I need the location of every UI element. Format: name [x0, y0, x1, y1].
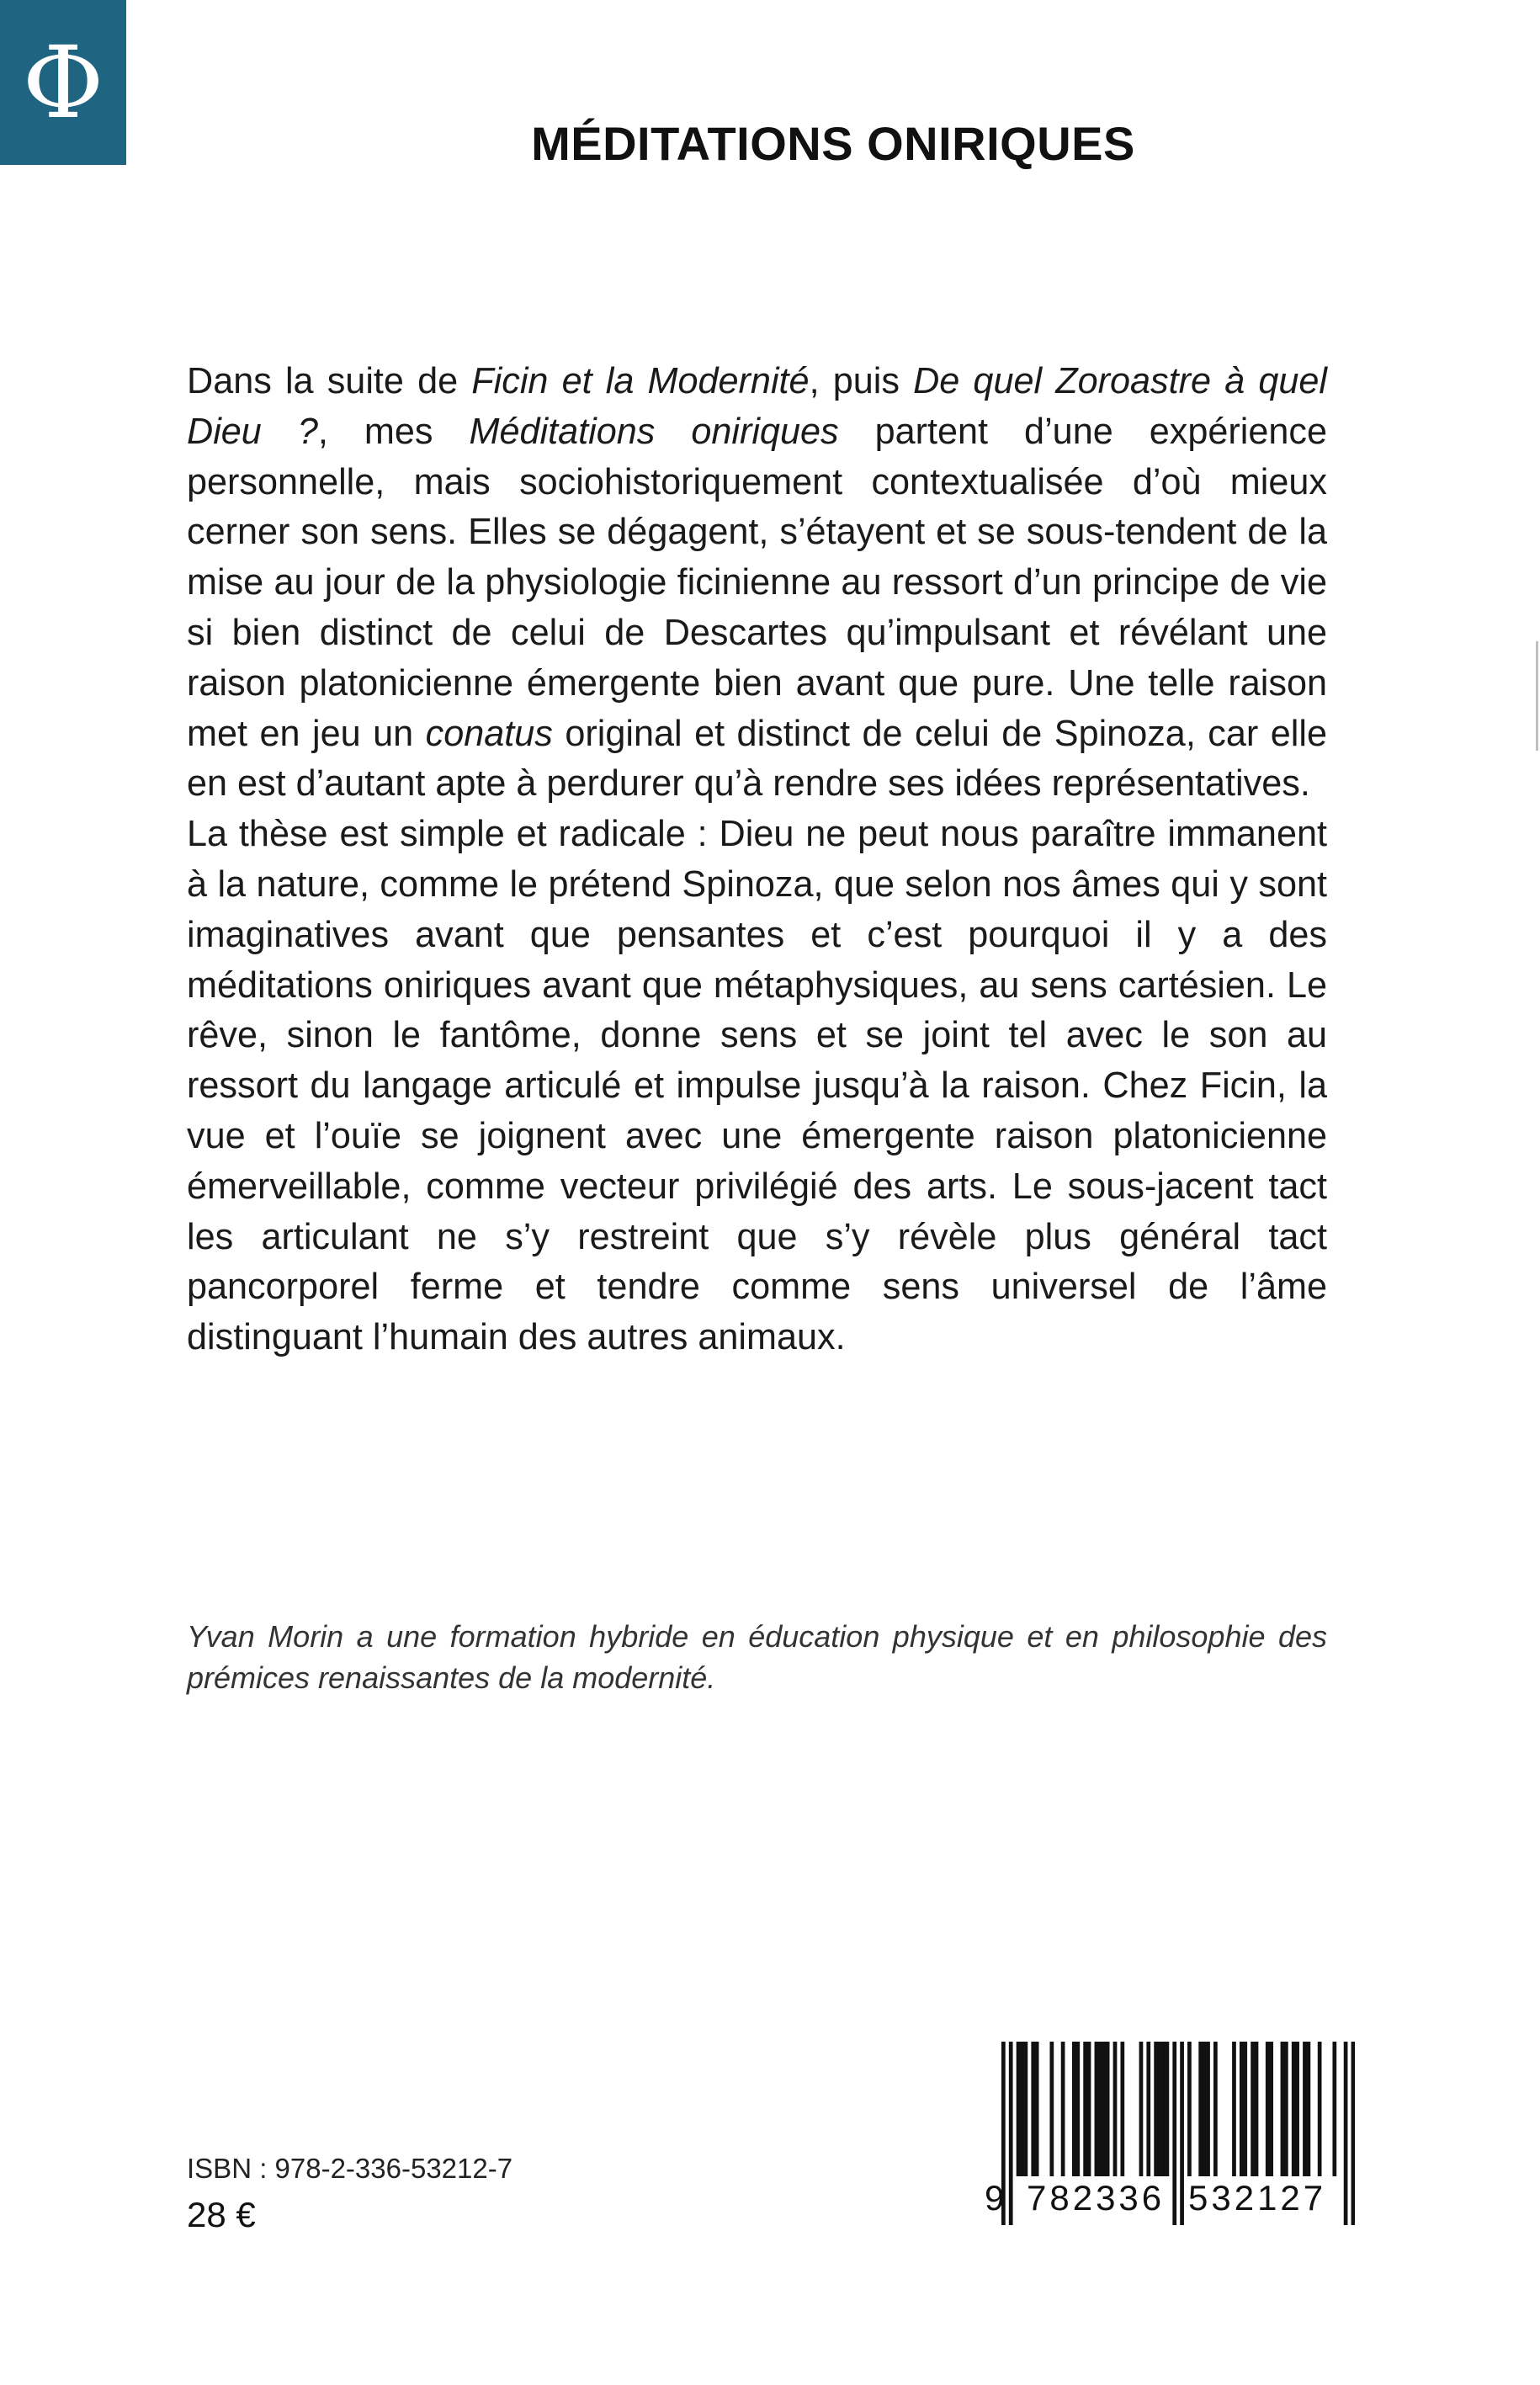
barcode-bar — [1035, 2042, 1039, 2176]
barcode-digits-left: 782336 — [1027, 2178, 1166, 2218]
barcode-bar — [1031, 2042, 1035, 2176]
barcode-bar — [1017, 2042, 1021, 2176]
barcode-bar — [1083, 2042, 1087, 2176]
barcode-bar — [1113, 2042, 1118, 2176]
spine-fold-mark — [1536, 641, 1538, 751]
barcode-bar — [1332, 2042, 1336, 2176]
barcode-bar — [1098, 2042, 1102, 2176]
barcode-bar — [1281, 2042, 1285, 2176]
barcode-bar — [1292, 2042, 1296, 2176]
barcode-bar — [1284, 2042, 1288, 2176]
barcode-bar — [1198, 2042, 1203, 2176]
blurb-text-run: Dans la suite de — [187, 361, 472, 401]
barcode-bar — [1102, 2042, 1106, 2176]
barcode-bar — [1240, 2042, 1244, 2176]
barcode-digit-first: 9 — [985, 2178, 1005, 2218]
barcode-digits — [985, 2178, 1363, 2220]
barcode-bar — [1206, 2042, 1210, 2176]
barcode-bar — [1243, 2042, 1247, 2176]
barcode-bar — [1255, 2042, 1259, 2176]
barcode-bar — [1106, 2042, 1110, 2176]
italic-title-text: conatus — [425, 713, 553, 754]
price-text: 28 € — [187, 2195, 256, 2234]
isbn-text: ISBN : 978-2-336-53212-7 — [187, 2153, 513, 2184]
barcode-bar — [1087, 2042, 1091, 2176]
blurb-text-run: , mes — [317, 411, 470, 452]
blurb-text-run: , puis — [809, 361, 914, 401]
barcode-bar — [1061, 2042, 1065, 2176]
barcode-bar — [1139, 2042, 1144, 2176]
barcode-bar — [1303, 2042, 1307, 2176]
barcode-bar — [1161, 2042, 1166, 2176]
italic-title-text: Méditations oniriques — [469, 411, 839, 452]
barcode-bar — [1072, 2042, 1076, 2176]
book-title: MÉDITATIONS ONIRIQUES — [531, 117, 1135, 170]
barcode-bar — [1266, 2042, 1270, 2176]
back-cover-blurb — [187, 357, 1327, 1363]
italic-title-text: Ficin et la Modernité — [471, 361, 810, 401]
barcode-bar — [1024, 2042, 1028, 2176]
barcode-bar — [1295, 2042, 1299, 2176]
barcode-bar — [1269, 2042, 1273, 2176]
barcode-bar — [1251, 2042, 1255, 2176]
blurb-text-run: original et distinct de celui de Spinoza, car elle en est d’autant apte à perdurer qu’à rendre ses idées représentatives. — [187, 713, 1327, 805]
barcode-bar — [1158, 2042, 1162, 2176]
barcode-bar — [1154, 2042, 1158, 2176]
blurb-paragraph-1 — [187, 357, 1327, 810]
barcode-bar — [1020, 2042, 1024, 2176]
barcode-bar — [1075, 2042, 1080, 2176]
barcode-bar — [1318, 2042, 1322, 2176]
barcode-bar — [1120, 2042, 1124, 2176]
barcode-bar — [1213, 2042, 1218, 2176]
barcode-bar — [1232, 2042, 1236, 2176]
phi-logo-icon: Φ — [22, 24, 104, 141]
barcode-bar — [1166, 2042, 1170, 2176]
barcode-digits-right: 532127 — [1188, 2178, 1327, 2218]
barcode-bar — [1307, 2042, 1311, 2176]
blurb-paragraph-2: La thèse est simple et radicale : Dieu ne peut nous paraître immanent à la nature, comme le prétend Spinoza, que selon nos âmes qui y sont imaginatives avant que pensantes et c’est pourquoi il y a des méditations oniriques avant que métaphysiques, au sens cartésien. Le rêve, sinon le fantôme, donne sens et se joint tel avec le son au ressort du langage articulé et impulse jusqu’à la raison. Chez Ficin, la vue et l’ouïe se joignent avec une émergente raison platonicienne émerveillable, comme vecteur privilégié des arts. Le sous-jacent tact les articulant ne s’y restreint que s’y révèle plus général tact pancorporel ferme et tendre comme sens universel de l’âme distinguant l’humain des autres animaux. — [187, 814, 1327, 1358]
blurb-text-run: partent d’une expérience personnelle, mais sociohistoriquement contextualisée d’où mieux cerner son sens. Elles se dégagent, s’étayent et se sous-tendent de la mise au jour de la physiologie ficinienne au ressort d’un principe de vie si bien distinct de celui de Descartes qu’impulsant et révélant une raison platonicienne émergente bien avant que pure. Une telle raison met en jeu un — [187, 411, 1328, 754]
barcode-bar — [1049, 2042, 1054, 2176]
author-bio: Yvan Morin a une formation hybride en éducation physique et en philosophie des prémices renaissantes de la modernité. — [187, 1619, 1327, 1695]
barcode-bar — [1146, 2042, 1150, 2176]
barcode-bar — [1095, 2042, 1099, 2176]
italic-title-text: De quel Zoroastre à quel Dieu ? — [187, 361, 1327, 452]
barcode-bar — [1203, 2042, 1207, 2176]
barcode-bar — [1187, 2042, 1192, 2176]
